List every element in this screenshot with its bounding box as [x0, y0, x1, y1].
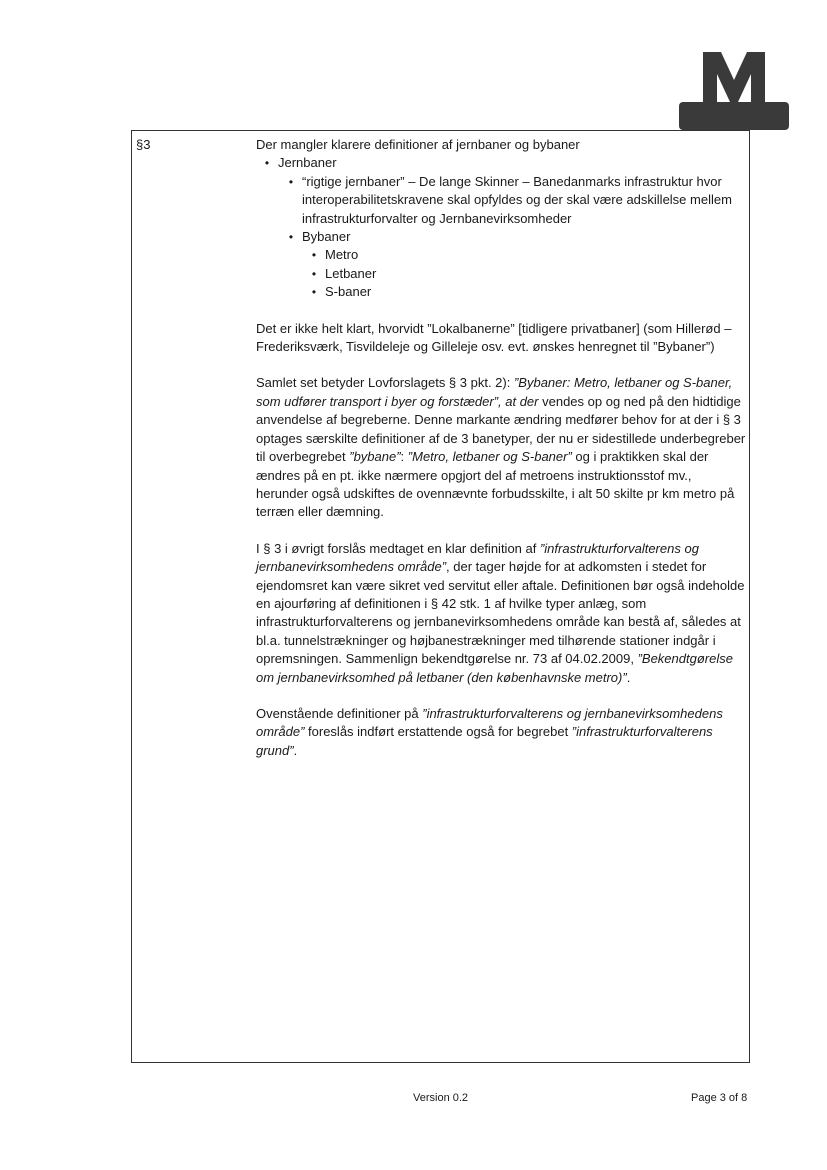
metro-logo [679, 44, 789, 130]
list-item-bybaner: Bybaner [302, 229, 351, 245]
bullet-icon: • [311, 266, 317, 281]
bullet-icon: • [264, 156, 270, 171]
footer-version: Version 0.2 [413, 1092, 469, 1104]
bullet-icon: • [288, 230, 294, 245]
list-item [280, 228, 746, 246]
paragraph-definition: I § 3 i øvrigt forslås medtaget en klar definition af ”infrastrukturforvalterens og jernbanevirksomhedens område”, der tager højde for at adkomsten i stedet for ejendomsret kan være sikret ved servitut eller aftale. Definitionen bør også indeholde en ajourføring af definitionen i § 42 stk. 1 af hvilke typer anlæg, som infrastrukturforvalterens og jernbanevirksomhedens område kan bestå af, således at bl.a. tunnelstrækninger og højbanestrækninger med tilhørende stationer indgår i opremsningen. Sammenlign bekendtgørelse nr. 73 af 04.02.2009, ”Bekendtgørelse om jernbanevirksomhed på letbaner (den københavnske metro)”. [256, 540, 745, 685]
bullet-icon: • [311, 285, 317, 300]
bullet-icon: • [288, 174, 294, 189]
footer-page-number: Page 3 of 8 [691, 1092, 748, 1104]
section-content [256, 136, 746, 760]
list-item-rigtige-jernbaner: “rigtige jernbaner” – De lange Skinner – Banedanmarks infrastruktur hvor interoperabilitetskravene skal opfyldes og der skal være adskillelse mellem infrastrukturforvalter og Jernbanevirksomheder [302, 173, 732, 226]
section-heading: Der mangler klarere definitioner af jernbaner og bybaner [256, 137, 580, 152]
list-item-s-baner: S-baner [325, 284, 372, 300]
list-item-metro: Metro [325, 247, 359, 263]
list-item [256, 154, 746, 172]
list-item [280, 173, 746, 228]
bullet-icon: • [311, 248, 317, 263]
paragraph-ovenstaaende: Ovenstående definitioner på ”infrastrukturforvalterens og jernbanevirksomhedens område” foreslås indført erstattende også for begrebet ”infrastrukturforvalterens grund”. [256, 705, 723, 758]
list-item [303, 246, 746, 264]
list-item-jernbaner: Jernbaner [278, 155, 337, 171]
section-number: §3 [136, 137, 151, 152]
list-item [303, 283, 746, 301]
paragraph-lokalbaner: Det er ikke helt klart, hvorvidt ”Lokalbanerne” [tidligere privatbaner] (som Hillerød – Frederiksværk, Tisvildeleje og Gilleleje osv. evt. ønskes henregnet til ”Bybaner”) [256, 320, 732, 355]
paragraph-lovforslag: Samlet set betyder Lovforslagets § 3 pkt. 2): ”Bybaner: Metro, letbaner og S-baner, som udfører transport i byer og forstæder”, at der vendes op og ned på den hidtidige anvendelse af begreberne. Denne markante ændring medfører behov for at der i § 3 optages særskilte definitioner af de 3 banetyper, der nu er sidestillede underbegreber til overbegrebet ”bybane”: ”Metro, letbaner og S-baner” og i praktikken skal der ændres på en pt. ikke nærmere opgjort del af metroens instruktionsstof mv., herunder også udskiftes de ovennævnte forbudsskilte, i alt 50 skilte pr km metro på terræn eller dæmning. [256, 375, 746, 520]
list-item-letbaner: Letbaner [325, 265, 377, 281]
list-item [303, 265, 746, 283]
